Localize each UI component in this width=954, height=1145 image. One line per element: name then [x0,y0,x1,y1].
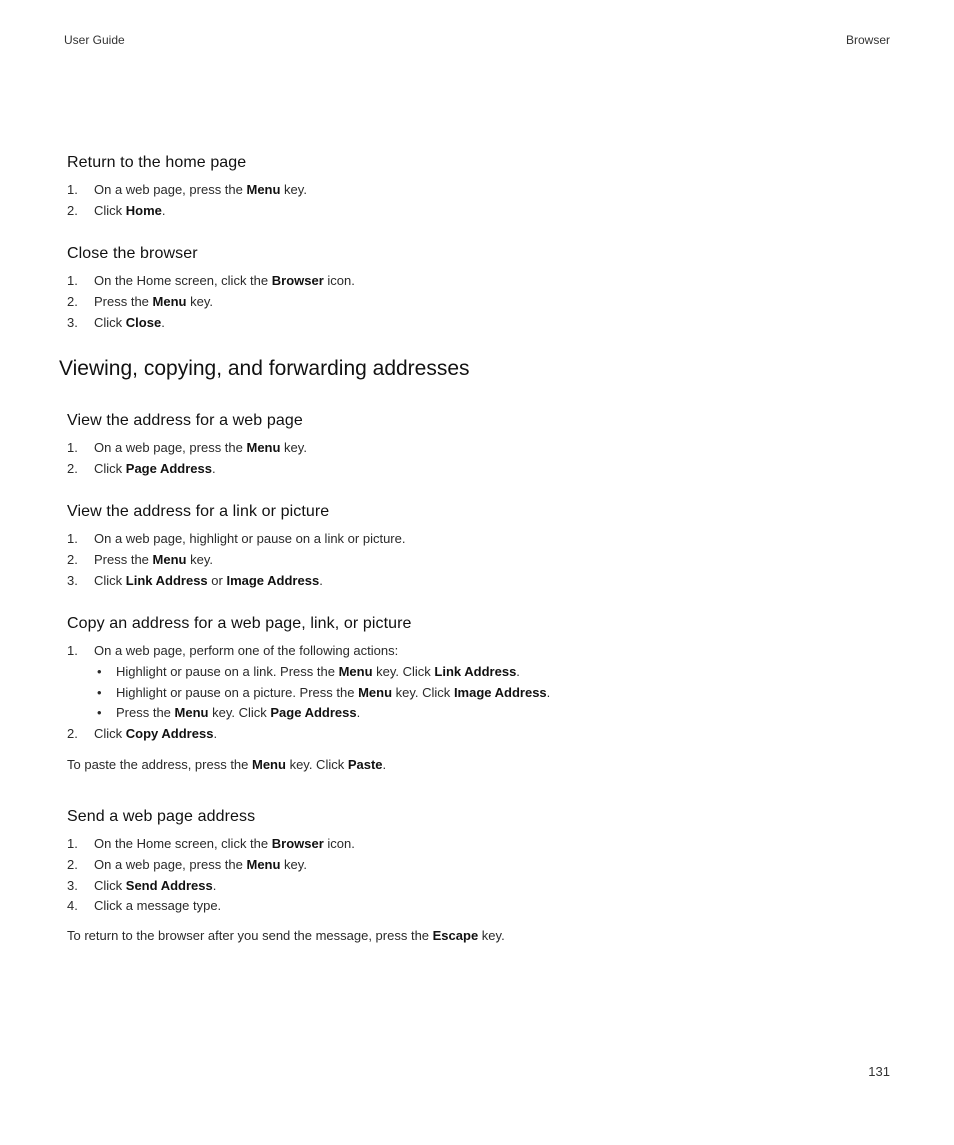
tip-paragraph: To paste the address, press the Menu key. Click Paste. [67,757,387,772]
step-item: 4. Click a message type. [67,898,222,914]
topic-send-address [67,808,897,917]
steps-list [67,271,897,333]
steps-list [67,834,897,917]
topic-copy-address [67,615,897,745]
topic-heading: Copy an address for a web page, link, or picture [67,615,412,632]
section-heading: Viewing, copying, and forwarding addresses [59,357,470,380]
steps-list [67,641,897,745]
step-item: 2. Press the Menu key. [67,293,213,309]
steps-list [67,180,897,222]
steps-list [67,438,897,480]
step-item: 1. On a web page, highlight or pause on a link or picture. [67,531,406,546]
step-item: 3. Click Close. [67,314,165,330]
running-header-right: Browser [845,33,890,47]
step-item: 1. On the Home screen, click the Browser icon. [67,836,355,851]
step-item: 1. On the Home screen, click the Browser icon. [67,273,355,288]
topic-heading: Send a web page address [67,808,256,825]
step-item: 3. Click Link Address or Image Address. [67,572,323,588]
sub-bullet-list [94,662,897,724]
topic-view-link-address [67,503,897,591]
step-item: 2. Press the Menu key. [67,551,213,567]
topic-heading: View the address for a link or picture [67,503,330,520]
bullet-item: • Highlight or pause on a picture. Press the Menu key. Click Image Address. [97,684,551,700]
topic-heading: View the address for a web page [67,412,303,429]
topic-heading: Return to the home page [67,154,247,171]
step-item: 2. Click Home. [67,202,166,218]
topic-heading: Close the browser [67,245,198,262]
step-item: 2. On a web page, press the Menu key. [67,856,307,872]
bullet-item: • Highlight or pause on a link. Press the Menu key. Click Link Address. [97,663,520,679]
bullet-item: • Press the Menu key. Click Page Address. [97,705,361,721]
tip-paragraph: To return to the browser after you send the message, press the Escape key. [67,928,505,943]
step-item: 2. Click Copy Address. [67,726,218,742]
steps-list [67,529,897,591]
step-item: 3. Click Send Address. [67,877,217,893]
topic-view-page-address [67,412,897,480]
step-item: 2. Click Page Address. [67,460,216,476]
step-item: 1. On a web page, perform one of the following actions: • Highlight or pause on a link. Press the Menu key. Click Link Address. • Highlight or pause on a picture. Press the Menu key. Click Image Address. • Press the Menu key. Click Page Address. [67,641,897,724]
topic-return-home [67,154,897,222]
topic-close-browser [67,245,897,333]
step-item: 1. On a web page, press the Menu key. [67,440,307,455]
step-item: 1. On a web page, press the Menu key. [67,182,307,197]
page-number: 131 [868,1064,890,1079]
running-header-left: User Guide [64,33,125,47]
